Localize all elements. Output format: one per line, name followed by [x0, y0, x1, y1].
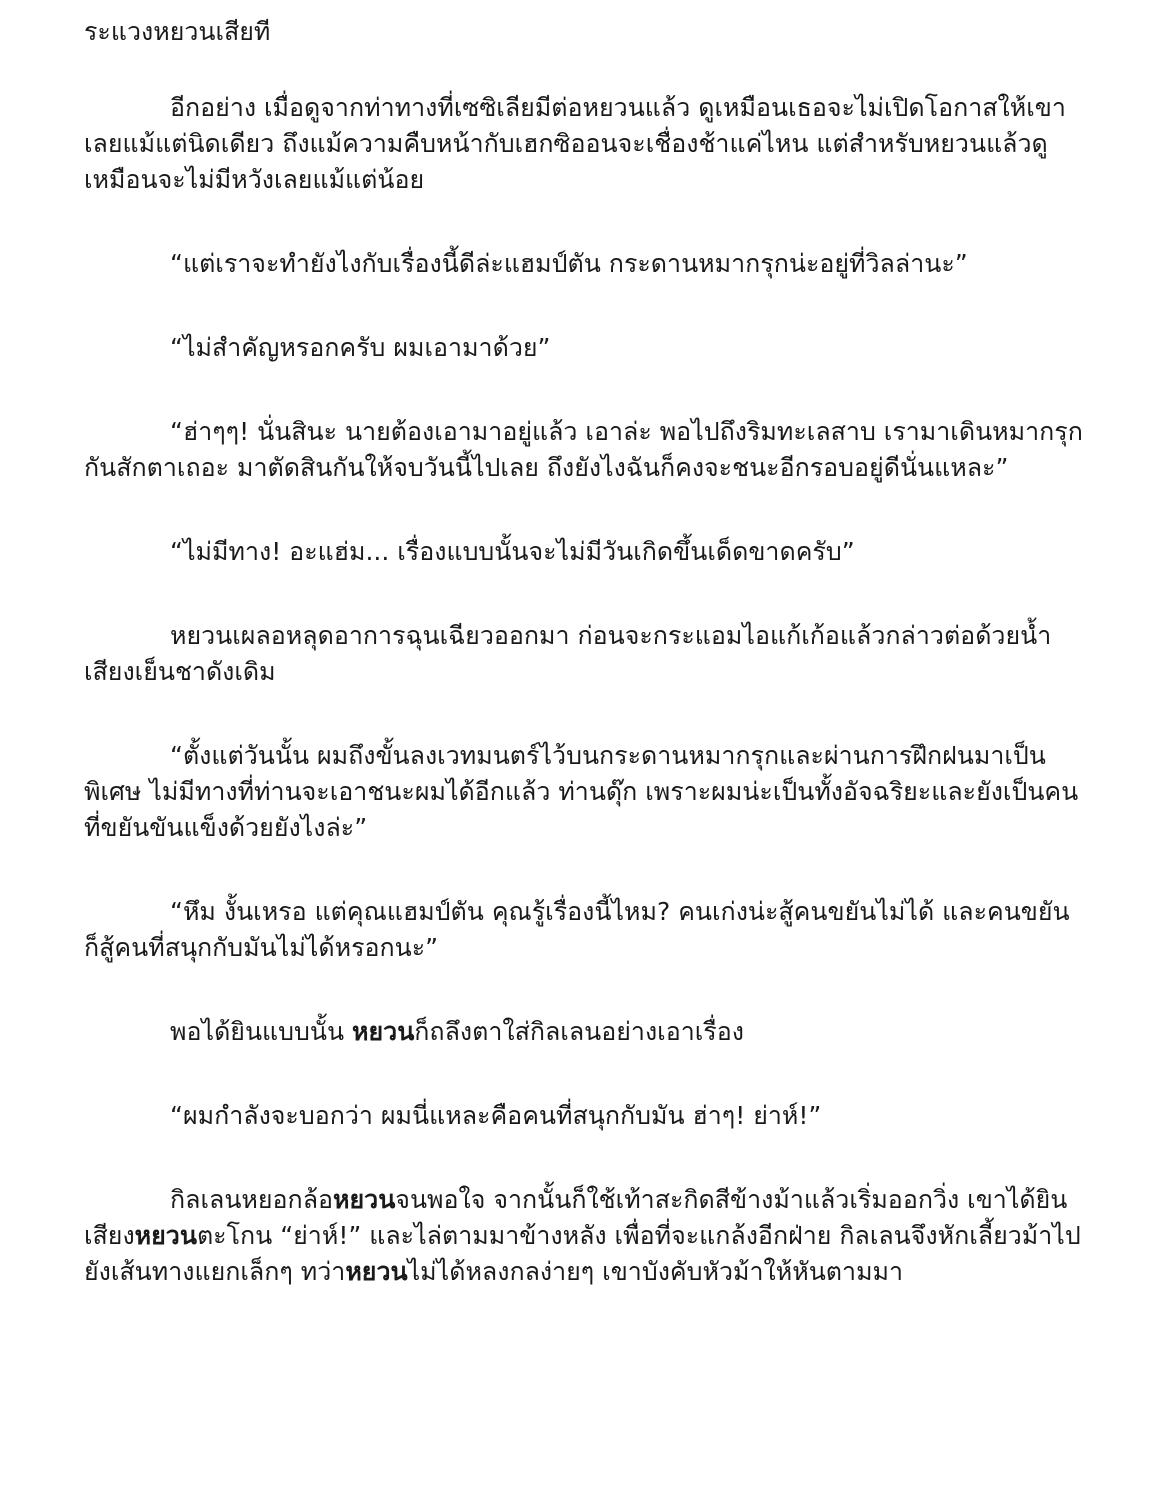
text-run: ไม่ได้หลงกลง่ายๆ เขาบังคับหัวม้าให้หันตามมา [407, 1257, 904, 1286]
bold-name-text: หยวน [345, 1257, 408, 1286]
text-run: ตะโกน “ย่าห์!” และไล่ตามมาข้างหลัง เพื่อที่จะแกล้งอีกฝ่าย กิลเลนจึงหักเลี้ยวม้าไปยังเส้นทางแยกเล็กๆ ทว่า [84, 1221, 1081, 1286]
document-page [84, 14, 1084, 1338]
paragraph [84, 14, 1084, 50]
text-run: หยวนเผลอหลุดอาการฉุนเฉียวออกมา ก่อนจะกระแอมไอแก้เก้อแล้วกล่าวต่อด้วยน้ำเสียงเย็นชาดังเดิม [84, 621, 1052, 686]
bold-name-text: หยวน [333, 1185, 396, 1214]
paragraph [84, 330, 1084, 366]
text-run: ก็ถลึงตาใส่กิลเลนอย่างเอาเรื่อง [414, 1017, 744, 1046]
text-run: “ไม่มีทาง! อะแฮ่ม... เรื่องแบบนั้นจะไม่มีวันเกิดขึ้นเด็ดขาดครับ” [170, 537, 855, 566]
paragraph [84, 738, 1084, 846]
text-run: “ตั้งแต่วันนั้น ผมถึงขั้นลงเวทมนตร์ไว้บนกระดานหมากรุกและผ่านการฝึกฝนมาเป็นพิเศษ ไม่มีทางที่ท่านจะเอาชนะผมได้อีกแล้ว ท่านดุ๊ก เพราะผมน่ะเป็นทั้งอัจฉริยะและยังเป็นคนที่ขยันขันแข็งด้วยยังไงล่ะ” [84, 741, 1079, 842]
text-run: “หึม งั้นเหรอ แต่คุณแฮมป์ตัน คุณรู้เรื่องนี้ไหม? คนเก่งน่ะสู้คนขยันไม่ได้ และคนขยันก็สู้คนที่สนุกกับมันไม่ได้หรอกนะ” [84, 897, 1070, 962]
text-run: อีกอย่าง เมื่อดูจากท่าทางที่เซซิเลียมีต่อหยวนแล้ว ดูเหมือนเธอจะไม่เปิดโอกาสให้เขาเลยแม้แต่นิดเดียว ถึงแม้ความคืบหน้ากับเฮกซิออนจะเชื่องช้าแค่ไหน แต่สำหรับหยวนแล้วดูเหมือนจะไม่มีหวังเลยแม้แต่น้อย [84, 93, 1066, 194]
text-run: กิลเลนหยอกล้อ [170, 1185, 334, 1214]
paragraph [84, 90, 1084, 198]
paragraph [84, 1014, 1084, 1050]
text-run: “แต่เราจะทำยังไงกับเรื่องนี้ดีล่ะแฮมป์ตัน กระดานหมากรุกน่ะอยู่ที่วิลล่านะ” [170, 249, 968, 278]
paragraph [84, 618, 1084, 690]
paragraph [84, 894, 1084, 966]
paragraph [84, 246, 1084, 282]
text-run: “ผมกำลังจะบอกว่า ผมนี่แหละคือคนที่สนุกกับมัน ฮ่าๆ! ย่าห์!” [170, 1101, 822, 1130]
text-run: “ไม่สำคัญหรอกครับ ผมเอามาด้วย” [170, 333, 551, 362]
paragraph [84, 1098, 1084, 1134]
text-run: ระแวงหยวนเสียที [84, 17, 271, 46]
bold-name-text: หยวน [352, 1017, 415, 1046]
bold-name-text: หยวน [134, 1221, 197, 1250]
paragraph [84, 414, 1084, 486]
text-run: พอได้ยินแบบนั้น [170, 1017, 353, 1046]
paragraph [84, 534, 1084, 570]
text-run: จนพอใจ จากนั้นก็ใช้เท้าสะกิดสีข้างม้าแล้วเริ่มออกวิ่ง เขาได้ยินเสียง [84, 1185, 1068, 1250]
text-run: “ฮ่าๆๆ! นั่นสินะ นายต้องเอามาอยู่แล้ว เอาล่ะ พอไปถึงริมทะเลสาบ เรามาเดินหมากรุกกันสักตาเถอะ มาตัดสินกันให้จบวันนี้ไปเลย ถึงยังไงฉันก็คงจะชนะอีกรอบอยู่ดีนั่นแหละ” [84, 417, 1083, 482]
paragraph [84, 1182, 1084, 1290]
